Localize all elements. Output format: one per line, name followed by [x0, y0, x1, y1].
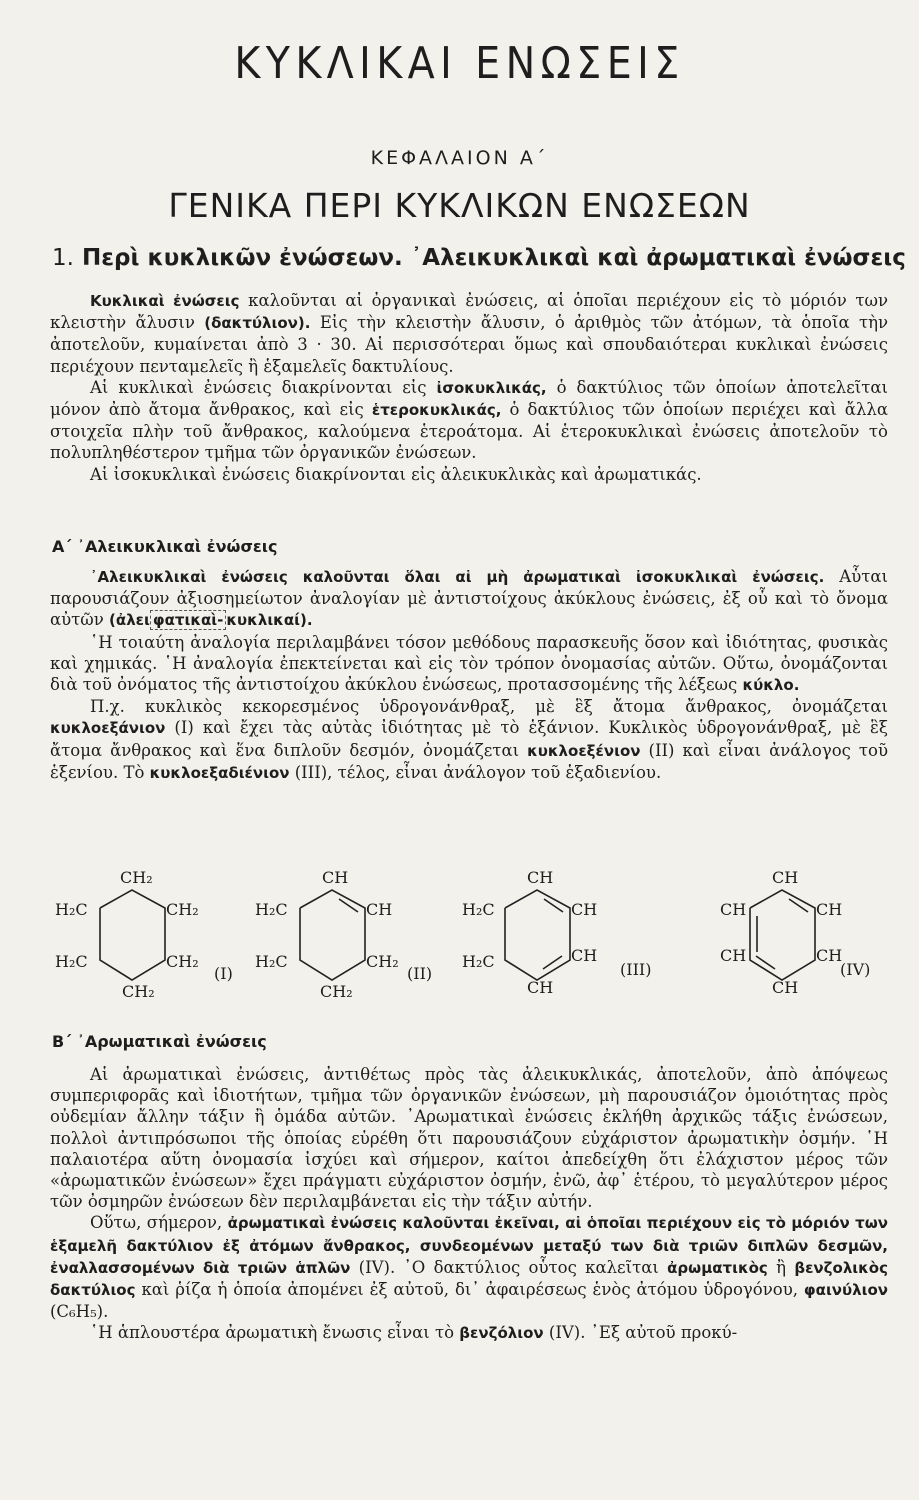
ring-bonds	[750, 890, 815, 980]
atom-label: CH	[816, 946, 843, 965]
text: (II) καὶ εἶναι ἀνάλογος τοῦ ἑξενίου. Τὸ	[50, 740, 888, 782]
double-bond	[544, 899, 563, 912]
subsection-b-text	[50, 1064, 888, 1345]
paragraph	[50, 566, 888, 632]
term: Κυκλικαὶ ἐνώσεις	[90, 292, 240, 310]
formula-number: (II)	[407, 964, 433, 983]
text: Οὕτω, σήμερον,	[90, 1213, 228, 1233]
atom-label: CH	[527, 978, 554, 997]
atom-label: CH₂	[166, 900, 199, 919]
text: ῾Η ἁπλουστέρα ἀρωματικὴ ἔνωσις εἶναι τὸ	[90, 1323, 460, 1343]
text: (C₆H₅).	[50, 1302, 109, 1322]
term: κυκλοεξάνιον	[50, 719, 166, 738]
atom-label: CH	[720, 946, 747, 965]
atom-label: CH	[322, 868, 349, 887]
atom-label: CH	[816, 900, 843, 919]
subsection-b-heading: Β΄ ᾿Αρωματικαὶ ἐνώσεις	[52, 1032, 267, 1051]
text: ὁ δακτύλιος τῶν ὁποίων περιέχει καὶ ἄλλα στοιχεῖα πλὴν τοῦ ἄνθρακος, καλούμενα ἑτεροάτομα. Αἱ ἑτεροκυκλικαὶ ἐνώσεις ἀποτελοῦν τὸ πολυπληθέστερον τμῆμα τῶν ὀργανικῶν ἐνώσεων.	[50, 400, 888, 463]
text: (III), τέλος, εἶναι ἀνάλογον τοῦ ἑξαδιενίου.	[289, 762, 662, 782]
definition: ἀρωματικαὶ ἐνώσεις καλοῦνται ἐκεῖναι, αἱ ὁποῖαι περιέχουν εἰς τὸ μόριόν των ἑξαμελῆ δακτύλιον ἐξ ἀτόμων ἄνθρακος, συνδεομένων μεταξύ των διὰ τριῶν διπλῶν δεσμῶν, ἐναλλασσομένων διὰ τριῶν ἁπλῶν	[50, 1214, 888, 1277]
subsection-a-heading: Α΄ ᾿Αλεικυκλικαὶ ἐνώσεις	[52, 537, 278, 556]
formula-number: (III)	[620, 960, 652, 979]
paragraph: Αἱ ἰσοκυκλικαὶ ἐνώσεις διακρίνονται εἰς ἀλεικυκλικὰς καὶ ἀρωματικάς.	[90, 464, 702, 484]
atom-label: H₂C	[55, 900, 88, 919]
book-title: ΚΥΚΛΙΚΑΙ ΕΝΩΣΕΙΣ	[234, 38, 685, 89]
term: κυκλοεξένιον	[527, 741, 641, 760]
term: (ἀλει	[109, 611, 150, 630]
term: κυκλοεξαδιένιον	[149, 763, 290, 782]
text: ῾Η τοιαύτη ἀναλογία περιλαμβάνει τόσον μεθόδους παρασκευῆς ὅσον καὶ ἰδιότητας, φυσικὰς καὶ χημικάς. ῾Η ἀναλογία ἐπεκτείνεται καὶ εἰς τὸν τρόπον ὀνομασίας αὐτῶν. Οὕτω, ὀνομάζονται διὰ τοῦ ὀνόματος τῆς ἀντιστοίχου ἀκύκλου ἐνώσεως, προτασσομένης τῆς λέξεως	[50, 632, 888, 695]
paragraph	[50, 696, 888, 784]
atom-label: CH₂	[320, 982, 353, 1001]
highlighted-term: φατικαὶ-	[150, 610, 227, 630]
atom-label: H₂C	[55, 952, 88, 971]
atom-label: H₂C	[255, 952, 288, 971]
paragraph	[50, 377, 888, 464]
text: (I) καὶ ἔχει τὰς αὐτὰς ἰδιότητας μὲ τὸ ἑξάνιον. Κυκλικὸς ὑδρογονάνθραξ, μὲ ἓξ ἄτομα ἄνθρακος καὶ ἕνα διπλοῦν δεσμόν, ὀνομάζεται	[50, 718, 888, 760]
text: καλοῦνται αἱ ὀργανικαὶ ἐνώσεις, αἱ ὁποῖαι περιέχουν εἰς τὸ μόριόν των κλειστὴν ἄλυσιν	[50, 291, 888, 333]
section-number: 1.	[52, 245, 74, 271]
atom-label: CH₂	[120, 868, 153, 887]
formula-number: (I)	[214, 964, 233, 983]
ring-bonds	[100, 890, 165, 980]
definition: ᾿Αλεικυκλικαὶ ἐνώσεις καλοῦνται ὅλαι αἱ μὴ ἀρωματικαὶ ἰσοκυκλικαὶ ἐνώσεις.	[90, 568, 825, 586]
text: Αἱ κυκλικαὶ ἐνώσεις διακρίνονται εἰς	[90, 377, 437, 397]
atom-label: H₂C	[462, 952, 495, 971]
term: κύκλο.	[742, 676, 800, 695]
structural-formulas	[50, 868, 900, 1018]
atom-label: CH₂	[166, 952, 199, 971]
atom-label: H₂C	[255, 900, 288, 919]
atom-label: CH	[772, 868, 799, 887]
section-heading	[52, 245, 906, 271]
text: (IV). ᾿Ο δακτύλιος οὗτος καλεῖται	[350, 1257, 668, 1277]
section1-text	[50, 290, 888, 485]
chapter-label: ΚΕΦΑΛΑΙΟΝ Α΄	[370, 147, 549, 169]
term: φαινύλιον	[803, 1281, 888, 1300]
formula-number: (IV)	[840, 960, 871, 979]
double-bond	[756, 956, 775, 969]
text: (IV). ᾿Εξ αὐτοῦ προκύ-	[543, 1323, 738, 1343]
term: (δακτύλιον).	[204, 314, 311, 333]
chapter-title: ΓΕΝΙΚΑ ΠΕΡΙ ΚΥΚΛΙΚΩΝ ΕΝΩΣΕΩΝ	[168, 186, 751, 225]
atom-label: CH	[366, 900, 393, 919]
paragraph	[50, 1212, 888, 1322]
atom-label: H₂C	[462, 900, 495, 919]
paragraph	[50, 1322, 888, 1344]
atom-label: CH	[720, 900, 747, 919]
text: Π.χ. κυκλικὸς κεκορεσμένος ὑδρογονάνθραξ, μὲ ἓξ ἄτομα ἄνθρακος, ὀνομάζεται	[90, 697, 888, 717]
text: ὁ δακτύλιος τῶν ὁποίων ἀποτελεῖται μόνον ἀπὸ ἄτομα ἄνθρακος, καὶ εἰς	[50, 377, 889, 420]
ring-bonds	[300, 890, 365, 980]
atom-label: CH₂	[122, 982, 155, 1001]
term: ἑτεροκυκλικάς,	[371, 401, 502, 420]
term: βενζόλιον	[459, 1324, 544, 1343]
text: καὶ ῥίζα ἡ ὁποία ἀπομένει ἐξ αὐτοῦ, δι᾿ ἀφαιρέσεως ἑνὸς ἀτόμου ὑδρογόνου,	[135, 1280, 804, 1300]
subsection-a-text	[50, 566, 888, 784]
atom-label: CH	[571, 900, 598, 919]
atom-label: CH	[571, 946, 598, 965]
paragraph	[50, 290, 888, 377]
atom-label: CH₂	[366, 952, 399, 971]
double-bond	[789, 899, 808, 912]
double-bond	[339, 899, 358, 912]
text: Εἰς τὴν κλειστὴν ἄλυσιν, ὁ ἀριθμὸς τῶν ἀτόμων, τὰ ὁποῖα τὴν ἀποτελοῦν, κυμαίνεται ἀπὸ 3 · 30. Αἱ περισσότεραι ὅμως καὶ σπουδαιότεραι κυκλικαὶ ἐνώσεις περιέχουν πενταμελεῖς ἢ ἑξαμελεῖς δακτυλίους.	[50, 313, 888, 376]
text: ἢ	[767, 1257, 795, 1277]
section-title: Περὶ κυκλικῶν ἐνώσεων. ᾿Αλεικυκλικαὶ καὶ ἀρωματικαὶ ἐνώσεις	[81, 245, 906, 271]
term: ἰσοκυκλικάς,	[436, 378, 547, 397]
term: βενζολικὸς δακτύλιος	[50, 1258, 889, 1300]
atom-label: CH	[527, 868, 554, 887]
term: ἀρωματικὸς	[667, 1258, 768, 1277]
paragraph: Αἱ ἀρωματικαὶ ἐνώσεις, ἀντιθέτως πρὸς τὰς ἀλεικυκλικάς, ἀποτελοῦν, ἀπὸ ἀπόψεως συμπεριφορᾶς καὶ ἰδιοτήτων, τμῆμα τῶν ὀργανικῶν ἐνώσεων, μὴ παρουσιάζον ὁμοιότητας πρὸς οὐδεμίαν ἄλλην τάξιν ἢ ὁμάδα αὐτῶν. ᾿Αρωματικαὶ ἐνώσεις ἐκλήθη ἀρχικῶς τάξις ἐνώσεων, πολλοὶ ἀντιπρόσωποι τῆς ὁποίας εὑρέθη ὅτι παρουσιάζουν εὐχάριστον ἀρωματικὴν ὀσμήν. ῾Η παλαιοτέρα αὕτη ὀνομασία ἰσχύει καὶ σήμερον, καίτοι ἀπεδείχθη ὅτι ἐλάχιστον μέρος τῶν «ἀρωματικῶν ἐνώσεων» ἔχει πράγματι εὐχάριστον ὀσμήν, ἐνῶ, ἀφ᾿ ἑτέρου, τὸ μεγαλύτερον μέρος τῶν ὀσμηρῶν ἐνώσεων δὲν περιλαμβάνεται εἰς τὴν τάξιν αὐτήν.	[50, 1065, 888, 1212]
ring-bonds	[505, 890, 570, 980]
text: Αὗται παρουσιάζουν ἀξιοσημείωτον ἀναλογίαν μὲ ἀντιστοίχους ἀκύκλους ἐνώσεις, ἐξ οὗ καὶ τὸ ὄνομα αὐτῶν	[50, 567, 888, 630]
atom-label: CH	[772, 978, 799, 997]
paragraph	[50, 632, 888, 697]
term: κυκλικαί).	[226, 611, 313, 630]
